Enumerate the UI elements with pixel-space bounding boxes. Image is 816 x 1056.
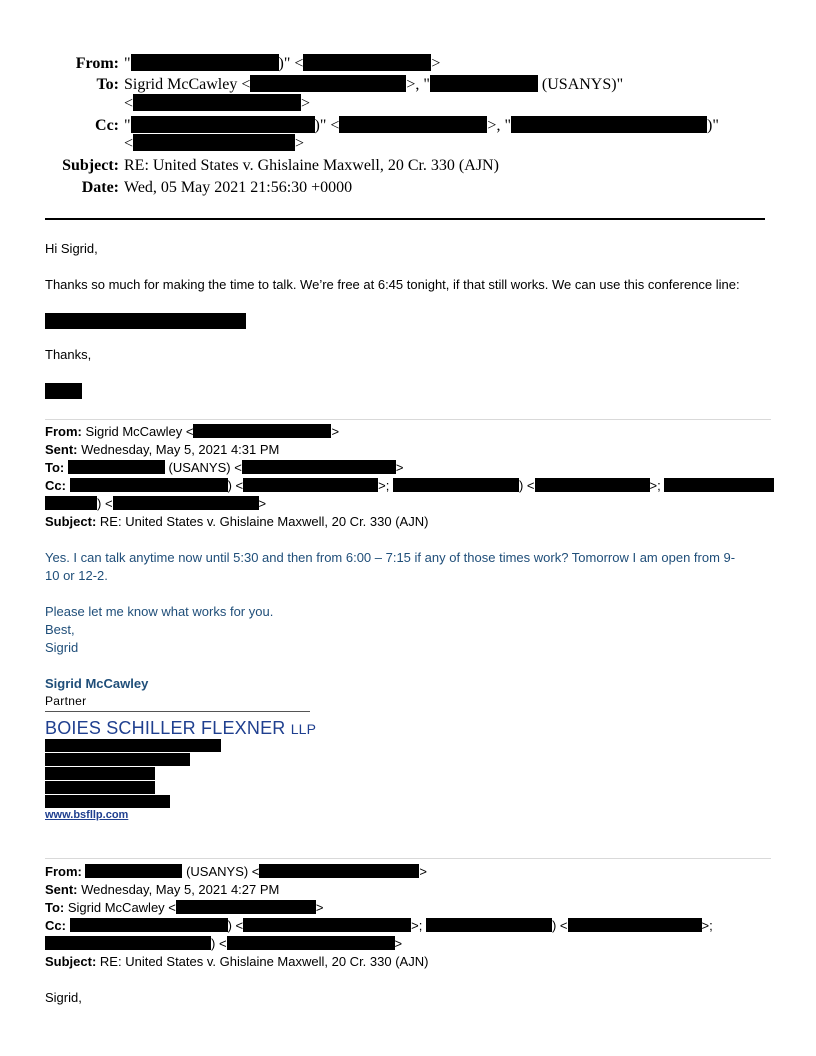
cc-seg: ) < — [227, 478, 244, 493]
redaction — [339, 116, 487, 133]
redaction — [131, 116, 315, 133]
cc-sep: )" < — [314, 117, 340, 134]
msg2-body-line: Best, — [45, 622, 75, 637]
from-label: From: — [45, 424, 82, 439]
cc-seg: >; — [411, 918, 423, 933]
msg2-cc-row — [45, 477, 774, 495]
redaction — [227, 936, 395, 950]
redaction — [133, 94, 301, 111]
msg2-sent-row — [45, 441, 279, 459]
redaction — [70, 918, 228, 932]
from-end: > — [431, 55, 441, 72]
to-label: To: — [45, 900, 65, 915]
subject-label: Subject: — [62, 157, 119, 174]
subject-value: RE: United States v. Ghislaine Maxwell, 20 Cr. 330 (AJN) — [124, 157, 499, 174]
to-value — [124, 75, 623, 95]
cc-quote: " — [124, 117, 131, 134]
redaction — [243, 478, 378, 492]
header-to-line2 — [124, 94, 310, 114]
msg3-to-row — [45, 899, 323, 917]
cc-label: Cc: — [45, 478, 66, 493]
sent-label: Sent: — [45, 442, 78, 457]
redaction — [45, 739, 221, 752]
redaction — [243, 918, 411, 932]
from-label: From: — [75, 55, 119, 72]
redaction — [133, 134, 295, 151]
msg2-to-row — [45, 459, 403, 477]
to-sep: >, " — [406, 76, 430, 93]
cc-seg: > — [394, 936, 403, 951]
msg3-subject-row — [45, 953, 428, 971]
to-line2-close: > — [301, 95, 311, 112]
to-label: To: — [96, 76, 119, 93]
to-label: To: — [45, 460, 65, 475]
subject-value: RE: United States v. Ghislaine Maxwell, 20 Cr. 330 (AJN) — [99, 514, 429, 529]
msg2-body-line: Sigrid — [45, 640, 79, 655]
redaction — [393, 478, 519, 492]
message-body: Thanks so much for making the time to talk. We’re free at 6:45 tonight, if that still works. We can use this conference line: — [45, 277, 740, 292]
subject-label: Subject: — [45, 514, 97, 529]
redaction — [85, 864, 182, 878]
message-separator — [45, 858, 771, 859]
header-divider — [45, 218, 765, 220]
header-to-row — [0, 75, 816, 95]
sent-value: Wednesday, May 5, 2021 4:27 PM — [81, 882, 280, 897]
redaction — [250, 75, 406, 92]
redaction — [430, 75, 538, 92]
redaction — [193, 424, 331, 438]
cc-seg: ) < — [227, 918, 244, 933]
cc-seg: ) < — [97, 496, 113, 511]
signature-name: Sigrid McCawley — [45, 676, 149, 691]
redaction — [45, 795, 170, 808]
redaction — [176, 900, 316, 914]
from-quote: " — [124, 55, 131, 72]
firm-suffix: LLP — [290, 721, 317, 737]
sent-label: Sent: — [45, 882, 78, 897]
msg2-from-row — [45, 423, 339, 441]
cc-seg: ) < — [518, 478, 535, 493]
subject-value: RE: United States v. Ghislaine Maxwell, 20 Cr. 330 (AJN) — [99, 954, 429, 969]
cc-line2-open: < — [124, 135, 134, 152]
to-org: (USANYS)" — [537, 76, 624, 93]
firm-name: BOIES SCHILLER FLEXNER — [45, 718, 286, 738]
subject-label: Subject: — [45, 954, 97, 969]
msg3-sent-row — [45, 881, 279, 899]
msg2-body-line: 10 or 12-2. — [45, 568, 108, 583]
redaction — [70, 478, 228, 492]
cc-seg: ) < — [551, 918, 568, 933]
redaction — [68, 460, 165, 474]
firm-logo — [45, 718, 316, 739]
to-name: Sigrid McCawley < — [124, 76, 251, 93]
from-label: From: — [45, 864, 82, 879]
msg3-cc-row — [45, 917, 713, 935]
closing: Thanks, — [45, 347, 92, 362]
cc-sep2: >, " — [487, 117, 511, 134]
redaction — [113, 496, 259, 510]
website-link[interactable]: www.bsfllp.com — [45, 809, 129, 821]
header-cc-row — [0, 116, 816, 136]
from-tail: > — [419, 864, 427, 879]
date-label: Date: — [81, 179, 119, 196]
redaction — [45, 383, 82, 399]
cc-seg: >; — [649, 478, 661, 493]
header-subject-row — [0, 156, 816, 176]
header-from-row — [0, 54, 816, 74]
cc-end: )" — [706, 117, 719, 134]
from-value — [124, 54, 440, 74]
redaction — [45, 936, 211, 950]
cc-label: Cc: — [45, 918, 66, 933]
msg2-body-line: Please let me know what works for you. — [45, 604, 274, 619]
to-tail: > — [315, 900, 324, 915]
redaction — [45, 781, 155, 794]
redaction — [131, 54, 279, 71]
redaction — [45, 767, 155, 780]
signature-divider — [45, 711, 310, 712]
redaction — [568, 918, 702, 932]
msg2-cc-line2 — [45, 495, 266, 513]
cc-seg: > — [258, 496, 267, 511]
to-tail: > — [395, 460, 404, 475]
cc-seg: ) < — [211, 936, 227, 951]
to-value: (USANYS) < — [164, 460, 242, 475]
header-date-row — [0, 178, 816, 198]
from-tail: > — [331, 424, 340, 439]
redaction — [426, 918, 552, 932]
msg3-greeting: Sigrid, — [45, 990, 82, 1005]
redaction — [511, 116, 707, 133]
greeting: Hi Sigrid, — [45, 241, 98, 256]
cc-line2-close: > — [295, 135, 305, 152]
signature-title: Partner — [45, 694, 87, 708]
from-value: Sigrid McCawley < — [85, 424, 194, 439]
sent-value: Wednesday, May 5, 2021 4:31 PM — [81, 442, 280, 457]
msg2-body-line: Yes. I can talk anytime now until 5:30 and then from 6:00 – 7:15 if any of those times work? Tomorrow I am open from 9- — [45, 550, 736, 565]
from-value: (USANYS) < — [182, 864, 260, 879]
redaction — [45, 313, 246, 329]
redaction — [242, 460, 396, 474]
redaction — [664, 478, 774, 492]
to-value: Sigrid McCawley < — [67, 900, 176, 915]
message-separator — [45, 419, 771, 420]
redaction — [259, 864, 419, 878]
redaction — [45, 753, 190, 766]
redaction — [45, 496, 97, 510]
redaction — [303, 54, 431, 71]
cc-seg: >; — [701, 918, 713, 933]
cc-value — [124, 116, 719, 136]
to-line2-open: < — [124, 95, 134, 112]
cc-label: Cc: — [95, 117, 119, 134]
redaction — [535, 478, 650, 492]
cc-seg: >; — [378, 478, 390, 493]
msg3-cc-line2 — [45, 935, 402, 953]
from-sep: )" < — [278, 55, 304, 72]
msg2-subject-row — [45, 513, 428, 531]
header-cc-line2 — [124, 134, 304, 154]
msg3-from-row — [45, 863, 427, 881]
date-value: Wed, 05 May 2021 21:56:30 +0000 — [124, 179, 353, 196]
